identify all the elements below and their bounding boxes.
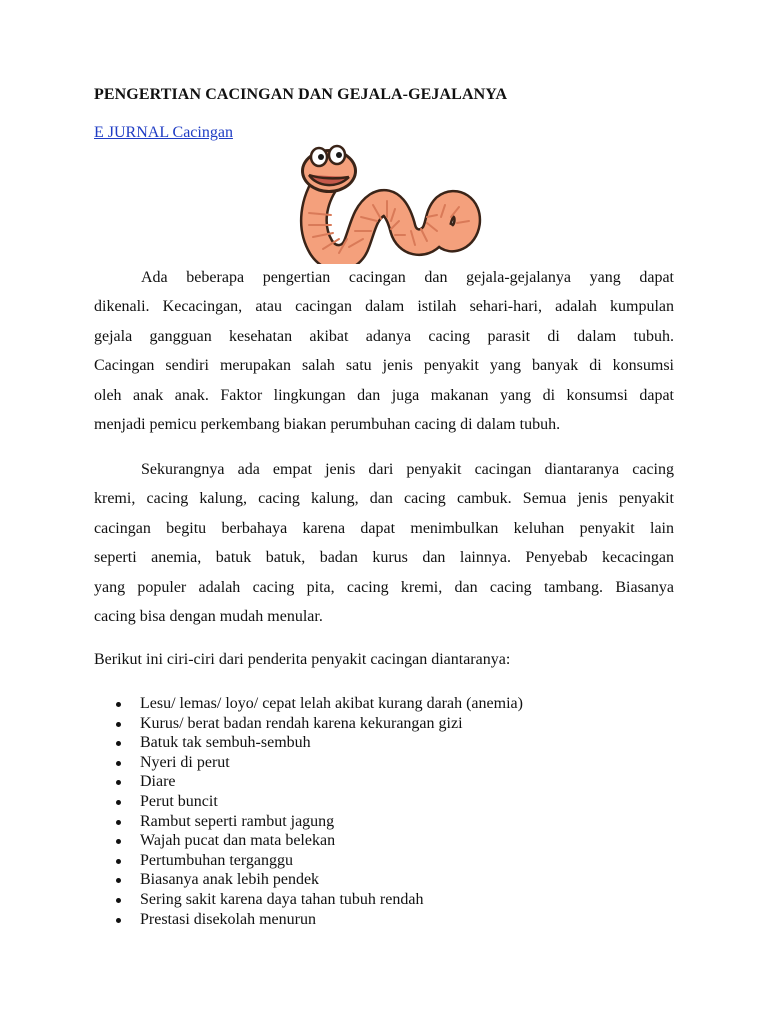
paragraph-1-line: gejala gangguan kesehatan akibat adanya cacing parasit di dalam tubuh. [94,327,674,345]
paragraph-1 [94,263,674,439]
bullet-icon [116,800,121,805]
bullet-icon [116,839,121,844]
list-item [94,714,523,734]
list-item-text: Diare [140,773,176,791]
list-item-text: Pertumbuhan terganggu [140,851,294,869]
paragraph-1-line: oleh anak anak. Faktor lingkungan dan juga makanan yang di konsumsi dapat [94,386,674,404]
list-item-text: Sering sakit karena daya tahan tubuh rendah [140,890,424,908]
list-item-text: Perut buncit [140,792,218,810]
paragraph-1-line: Ada beberapa pengertian cacingan dan gejala-gejalanya yang dapat [141,269,674,286]
bullet-icon [116,859,121,864]
page-title: PENGERTIAN CACINGAN DAN GEJALA-GEJALANYA [94,86,508,103]
list-item [94,890,523,910]
paragraph-2-line: yang populer adalah cacing pita, cacing kremi, dan cacing tambang. Biasanya [94,578,674,596]
bullet-icon [116,722,121,727]
list-item-text: Prestasi disekolah menurun [140,910,316,928]
list-item-text: Wajah pucat dan mata belekan [140,832,336,850]
list-item [94,910,523,930]
list-item-text: Rambut seperti rambut jagung [140,812,335,830]
symptom-list [94,694,523,929]
list-item-text: Kurus/ berat badan rendah karena kekurangan gizi [140,714,463,732]
list-intro: Berikut ini ciri-ciri dari penderita penyakit cacingan diantaranya: [94,651,511,668]
list-item-text: Nyeri di perut [140,753,230,771]
bullet-icon [116,761,121,766]
bullet-icon [116,741,121,746]
paragraph-1-line: Cacingan sendiri merupakan salah satu jenis penyakit yang banyak di konsumsi [94,357,674,375]
list-item [94,870,523,890]
paragraph-2-line: Sekurangnya ada empat jenis dari penyakit cacingan diantaranya cacing [141,461,674,478]
worm-pupil-left [318,154,324,160]
list-item [94,694,523,714]
list-item [94,831,523,851]
paragraph-2-line: seperti anemia, batuk batuk, badan kurus dan lainnya. Penyebab kecacingan [94,549,674,567]
cartoon-worm-icon [287,143,483,264]
list-item [94,812,523,832]
bullet-icon [116,878,121,883]
bullet-icon [116,820,121,825]
bullet-icon [116,918,121,923]
bullet-icon [116,702,121,707]
paragraph-2 [94,455,674,631]
paragraph-2-line: cacingan begitu berbahaya karena dapat menimbulkan keluhan penyakit lain [94,519,674,537]
bullet-icon [116,898,121,903]
worm-pupil-right [336,152,342,158]
paragraph-2-line: kremi, cacing kalung, cacing kalung, dan cacing cambuk. Semua jenis penyakit [94,490,674,508]
list-item-text: Batuk tak sembuh-sembuh [140,734,311,752]
list-item [94,733,523,753]
list-item-text: Lesu/ lemas/ loyo/ cepat lelah akibat kurang darah (anemia) [140,695,523,712]
list-item [94,851,523,871]
list-item [94,753,523,773]
paragraph-1-line: dikenali. Kecacingan, atau cacingan dalam istilah sehari-hari, adalah kumpulan [94,298,674,316]
bullet-icon [116,780,121,785]
list-item-text: Biasanya anak lebih pendek [140,871,320,889]
e-jurnal-link[interactable]: E JURNAL Cacingan [94,124,233,141]
list-item [94,772,523,792]
paragraph-2-line: cacing bisa dengan mudah menular. [94,607,323,625]
paragraph-1-line: menjadi pemicu perkembang biakan perumbuhan cacing di dalam tubuh. [94,415,561,433]
list-item [94,792,523,812]
